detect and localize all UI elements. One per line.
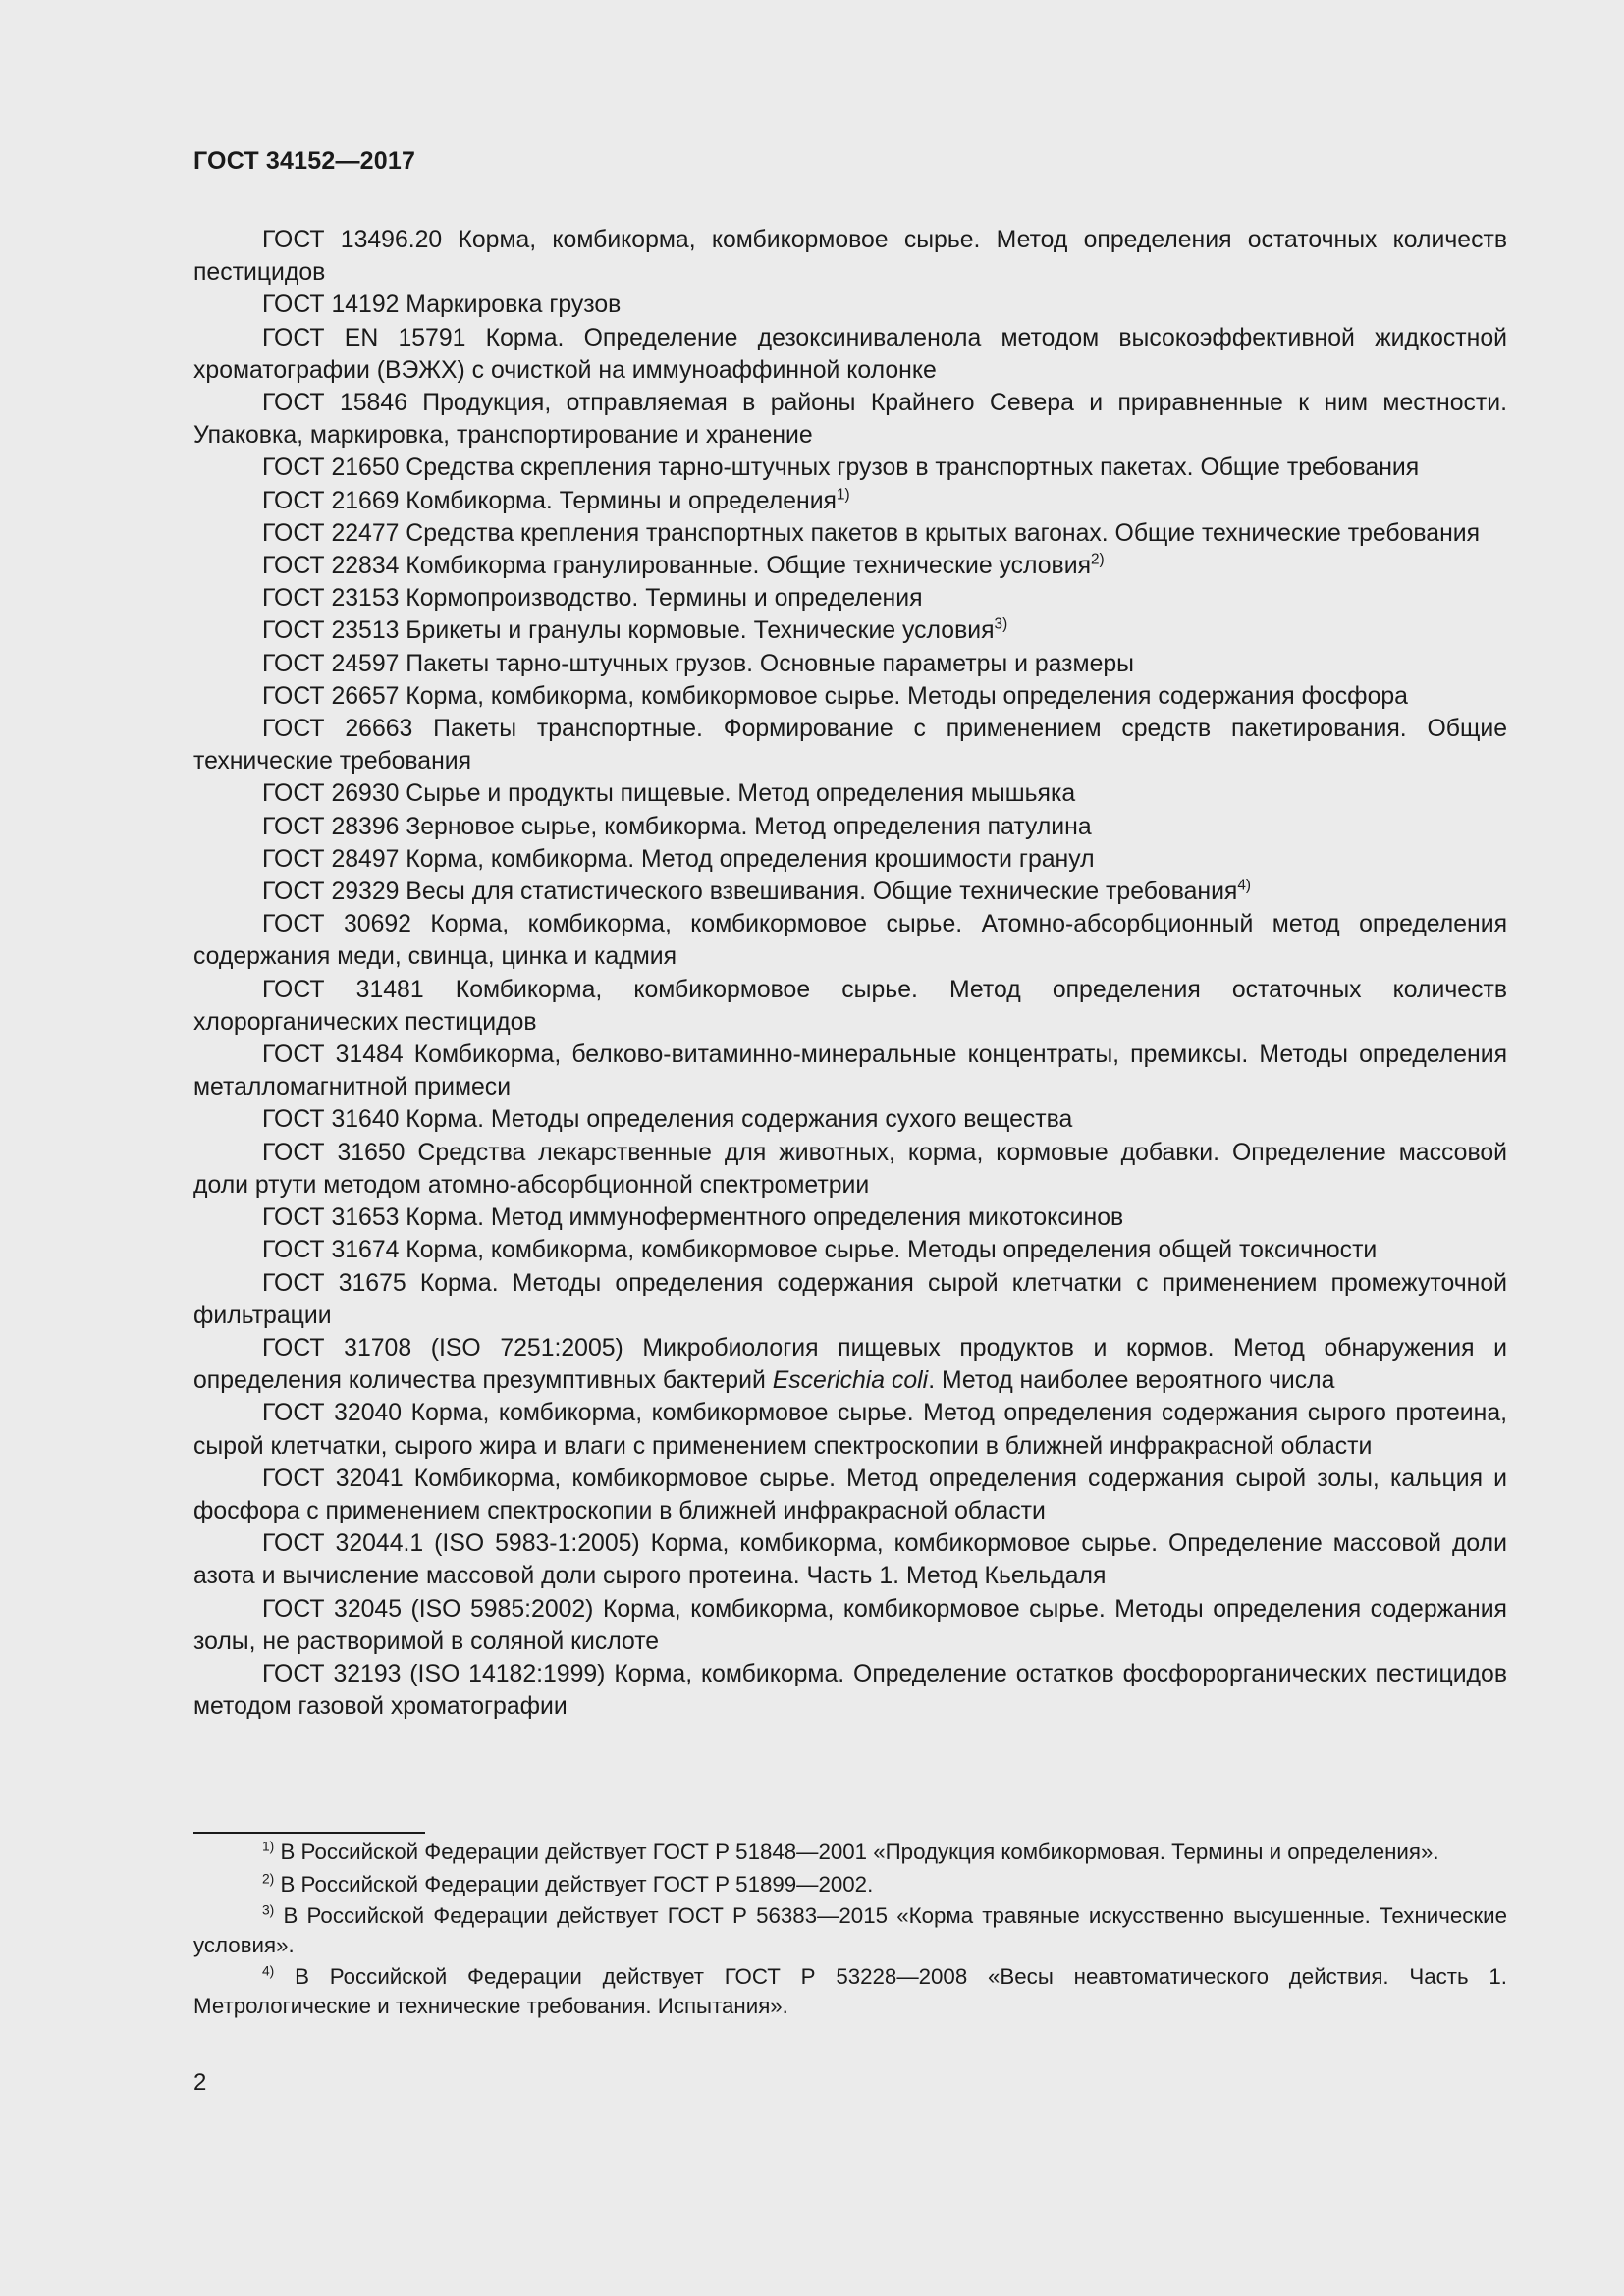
reference-entry <box>193 224 1507 289</box>
reference-entry <box>193 614 1507 647</box>
reference-text: ГОСТ 31708 (ISO 7251:2005) Микробиология пищевых продуктов и кормов. Метод обнаружения и определения количества презумптивных бактерий <box>193 1334 1507 1395</box>
reference-entry <box>193 1039 1507 1103</box>
reference-text: ГОСТ 31650 Средства лекарственные для животных, корма, кормовые добавки. Определение массовой доли ртути методом атомно-абсорбционной спектрометрии <box>193 1139 1507 1199</box>
reference-entry <box>193 648 1507 680</box>
reference-entry <box>193 876 1507 908</box>
reference-entry <box>193 387 1507 452</box>
reference-entry <box>193 1267 1507 1332</box>
reference-text: ГОСТ 32193 (ISO 14182:1999) Корма, комбикорма. Определение остатков фосфорорганических пестицидов методом газовой хроматографии <box>193 1660 1507 1721</box>
reference-text: ГОСТ 23513 Брикеты и гранулы кормовые. Технические условия <box>262 617 995 645</box>
reference-entry <box>193 843 1507 876</box>
reference-entry <box>193 582 1507 614</box>
footnote <box>193 1870 1507 1899</box>
footnote-mark: 1) <box>262 1838 275 1854</box>
reference-entry <box>193 1658 1507 1723</box>
reference-entry <box>193 1332 1507 1397</box>
reference-text: ГОСТ 30692 Корма, комбикорма, комбикормовое сырье. Атомно-абсорбционный метод определения содержания меди, свинца, цинка и кадмия <box>193 911 1507 971</box>
reference-entry <box>193 1137 1507 1201</box>
reference-text: ГОСТ 31481 Комбикорма, комбикормовое сырье. Метод определения остаточных количеств хлорорганических пестицидов <box>193 976 1507 1036</box>
reference-text-tail: . Метод наиболее вероятного числа <box>928 1367 1335 1395</box>
reference-entry <box>193 1527 1507 1592</box>
footnote-mark: 2) <box>262 1870 275 1887</box>
reference-text: ГОСТ 21669 Комбикорма. Термины и определения <box>262 487 837 514</box>
reference-text: ГОСТ 22477 Средства крепления транспортных пакетов в крытых вагонах. Общие технические требования <box>262 519 1481 547</box>
reference-entry <box>193 777 1507 810</box>
reference-text: ГОСТ 31640 Корма. Методы определения содержания сухого вещества <box>262 1106 1073 1134</box>
reference-entry <box>193 713 1507 777</box>
footnote-reference-mark: 3) <box>994 616 1008 634</box>
reference-text: ГОСТ 13496.20 Корма, комбикорма, комбикормовое сырье. Метод определения остаточных количеств пестицидов <box>193 227 1507 287</box>
reference-entry <box>193 1103 1507 1136</box>
reference-text: ГОСТ 32041 Комбикорма, комбикормовое сырье. Метод определения содержания сырой золы, кальция и фосфора с применением спектроскопии в ближней инфракрасной области <box>193 1465 1507 1524</box>
footnote-mark: 4) <box>262 1962 275 1979</box>
reference-entry <box>193 1201 1507 1234</box>
reference-entry <box>193 1234 1507 1266</box>
reference-entry <box>193 1593 1507 1658</box>
reference-text: ГОСТ 28497 Корма, комбикорма. Метод определения крошимости гранул <box>262 845 1095 873</box>
reference-text: ГОСТ 23153 Кормопроизводство. Термины и определения <box>262 585 923 613</box>
reference-entry <box>193 908 1507 973</box>
reference-entry <box>193 289 1507 321</box>
normative-references-list <box>193 224 1507 1723</box>
reference-entry <box>193 811 1507 843</box>
page-number: 2 <box>193 2069 207 2096</box>
reference-text: ГОСТ 15846 Продукция, отправляемая в районы Крайнего Севера и приравненные к ним местности. Упаковка, маркировка, транспортирование и хранение <box>193 390 1507 450</box>
reference-text: ГОСТ 32040 Корма, комбикорма, комбикормовое сырье. Метод определения содержания сырого протеина, сырой клетчатки, сырого жира и влаги с применением спектроскопии в ближней инфракрасной области <box>193 1400 1507 1460</box>
footnote-text: В Российской Федерации действует ГОСТ Р 51848—2001 «Продукция комбикормовая. Термины и определения». <box>274 1840 1439 1864</box>
reference-text: ГОСТ 14192 Маркировка грузов <box>262 292 622 319</box>
footnote-separator <box>193 1832 425 1834</box>
reference-text: ГОСТ 21650 Средства скрепления тарно-штучных грузов в транспортных пакетах. Общие требования <box>262 454 1420 482</box>
page-header: ГОСТ 34152—2017 <box>193 147 416 175</box>
reference-entry <box>193 680 1507 713</box>
footnote <box>193 1962 1507 2020</box>
footnote-reference-mark: 2) <box>1091 551 1105 568</box>
footnote-reference-mark: 1) <box>836 486 850 504</box>
reference-text: ГОСТ 24597 Пакеты тарно-штучных грузов. Основные параметры и размеры <box>262 650 1134 677</box>
reference-text: ГОСТ 31675 Корма. Методы определения содержания сырой клетчатки с применением промежуточной фильтрации <box>193 1269 1507 1329</box>
footnote <box>193 1838 1507 1867</box>
reference-entry <box>193 974 1507 1039</box>
reference-entry <box>193 322 1507 387</box>
reference-text: ГОСТ 31653 Корма. Метод иммуноферментного определения микотоксинов <box>262 1204 1124 1232</box>
footnote <box>193 1901 1507 1959</box>
footnote-text: В Российской Федерации действует ГОСТ Р 56383—2015 «Корма травяные искусственно высушенные. Технические условия». <box>193 1903 1507 1957</box>
reference-text: ГОСТ 26930 Сырье и продукты пищевые. Метод определения мышьяка <box>262 780 1076 808</box>
footnotes <box>193 1838 1507 2023</box>
reference-entry <box>193 517 1507 550</box>
reference-italic-text: Escerichia coli <box>772 1367 929 1395</box>
reference-text: ГОСТ 32045 (ISO 5985:2002) Корма, комбикорма, комбикормовое сырье. Методы определения содержания золы, не растворимой в соляной кислоте <box>193 1595 1507 1655</box>
reference-entry <box>193 1463 1507 1527</box>
reference-text: ГОСТ 31484 Комбикорма, белково-витаминно-минеральные концентраты, премиксы. Методы определения металломагнитной примеси <box>193 1041 1507 1101</box>
footnote-text: В Российской Федерации действует ГОСТ Р 53228—2008 «Весы неавтоматического действия. Часть 1. Метрологические и технические требования. Испытания». <box>193 1964 1507 2018</box>
footnote-text: В Российской Федерации действует ГОСТ Р 51899—2002. <box>274 1871 874 1896</box>
reference-text: ГОСТ 26657 Корма, комбикорма, комбикормовое сырье. Методы определения содержания фосфора <box>262 682 1408 710</box>
reference-text: ГОСТ 31674 Корма, комбикорма, комбикормовое сырье. Методы определения общей токсичности <box>262 1237 1378 1264</box>
footnote-reference-mark: 4) <box>1237 877 1252 894</box>
reference-text: ГОСТ 28396 Зерновое сырье, комбикорма. Метод определения патулина <box>262 813 1092 840</box>
reference-text: ГОСТ 32044.1 (ISO 5983-1:2005) Корма, комбикорма, комбикормовое сырье. Определение массовой доли азота и вычисление массовой доли сырого протеина. Часть 1. Метод Кьельдаля <box>193 1530 1507 1590</box>
footnote-mark: 3) <box>262 1901 275 1918</box>
reference-text: ГОСТ 26663 Пакеты транспортные. Формирование с применением средств пакетирования. Общие технические требования <box>193 716 1507 775</box>
reference-entry <box>193 452 1507 484</box>
reference-entry <box>193 550 1507 582</box>
reference-text: ГОСТ 22834 Комбикорма гранулированные. Общие технические условия <box>262 553 1092 580</box>
reference-text: ГОСТ 29329 Весы для статистического взвешивания. Общие технические требования <box>262 879 1238 906</box>
reference-entry <box>193 485 1507 517</box>
reference-text: ГОСТ EN 15791 Корма. Определение дезоксиниваленола методом высокоэффективной жидкостной хроматографии (ВЭЖХ) с очисткой на иммуноаффинной колонке <box>193 324 1507 384</box>
reference-entry <box>193 1397 1507 1462</box>
